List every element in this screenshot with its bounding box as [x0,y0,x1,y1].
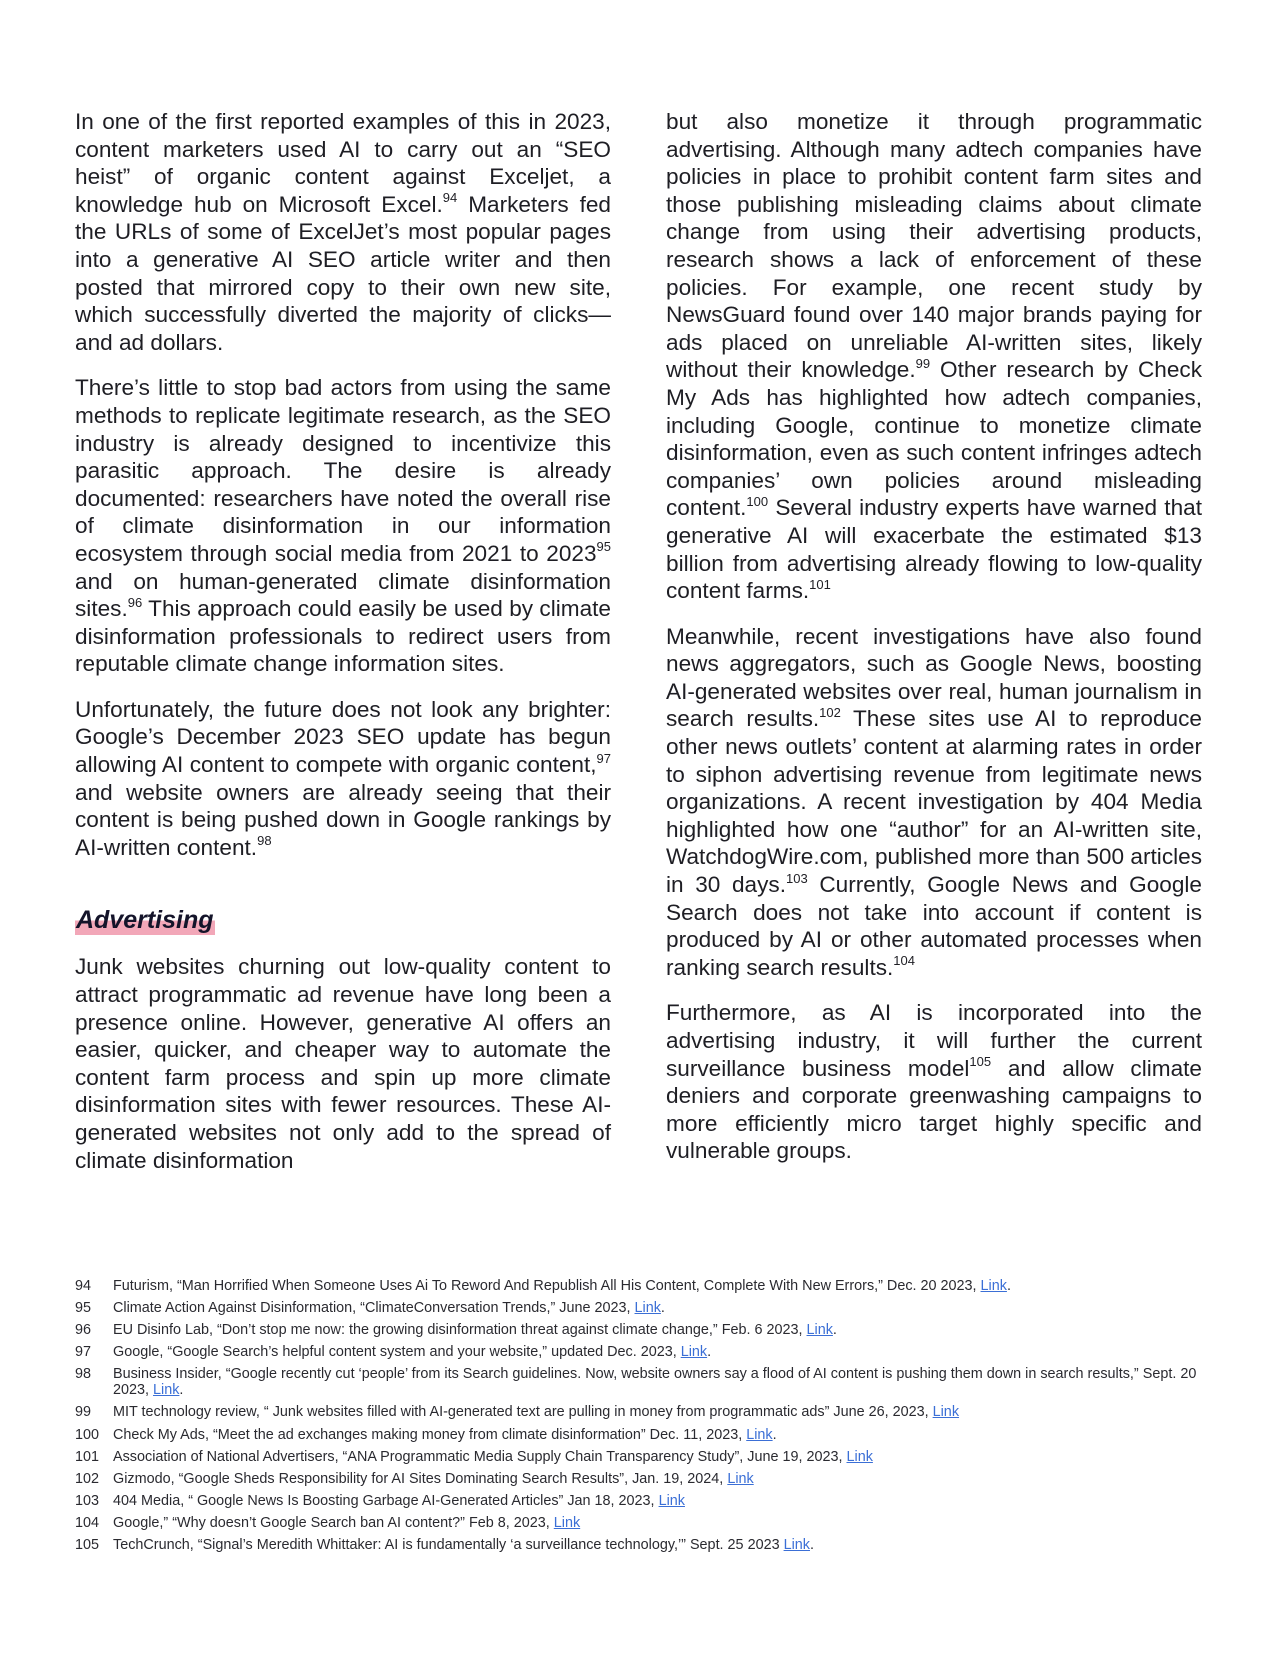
footnote-link[interactable]: Link [553,1514,581,1531]
footnote-text [113,1344,1215,1360]
footnote-link[interactable]: Link [727,1470,754,1487]
footnote-citation: Futurism, “Man Horrified When Someone Uses Ai To Reword And Republish All His Content, Complete With New Errors,” Dec. 20 2023, [113,1278,981,1294]
footnote-item [75,1471,1215,1487]
footnote-citation: Association of National Advertisers, “ANA Programmatic Media Supply Chain Transparency Study”, June 19, 2023, [113,1448,847,1465]
text-span: Furthermore, as AI is incorporated into the advertising industry, it will further the current surveillance business model [666,1000,1202,1081]
footnote-item [75,1344,1215,1360]
text-span: but also monetize it through programmatic advertising. Although many adtech companies have policies in place to prohibit content farm sites and those publishing misleading claims about climate change from using their advertising products, research shows a lack of enforcement of these policies. For example, one recent study by NewsGuard found over 140 major brands paying for ads placed on unreliable AI-written sites, likely without their knowledge. [666,109,1202,383]
footnote-number: 97 [75,1344,92,1361]
text-span: These sites use AI to reproduce other news outlets’ content at alarming rates in order to siphon advertising revenue from legitimate news organizations. A recent investigation by 404 Media highlighted how one “author” for an AI-written site, WatchdogWire.com, published more than 500 articles in 30 days. [666,706,1202,898]
footnote-citation: Google,” “Why doesn’t Google Search ban AI content?” Feb 8, 2023, [113,1514,554,1531]
paragraph-junk-websites: Junk websites churning out low-quality content to attract programmatic ad revenue have long been a presence online. However, generative AI offers an easier, quicker, and cheaper way to automate the content farm process and spin up more climate disinformation sites with fewer resources. These AI-generated websites not only add to the spread of climate disinformation [75,954,611,1173]
footnote-number: 101 [75,1448,100,1465]
footnote-number: 102 [75,1470,100,1487]
footnote-text [113,1404,1215,1420]
section-heading-advertising: Advertising [76,906,214,935]
footnote-citation: MIT technology review, “ Junk websites filled with AI-generated text are pulling in money from programmatic ads” June 26, 2023, [113,1404,933,1421]
footnote-text [113,1471,1215,1487]
left-column [75,108,611,1192]
footnote-ref[interactable]: 105 [969,1054,992,1070]
footnote-link[interactable]: Link [153,1382,180,1399]
text-span: Several industry experts have warned that generative AI will exacerbate the estimated $13 billion from advertising already flowing to low-quality content farms. [666,495,1202,604]
footnote-ref[interactable]: 96 [127,594,143,610]
paragraph-monetize [666,108,1202,605]
footnote-citation: EU Disinfo Lab, “Don’t stop me now: the growing disinformation threat against climate change,” Feb. 6 2023, [113,1322,807,1339]
text-span: and website owners are already seeing that their content is being pushed down in Google rankings by AI-written content. [75,779,611,860]
footnote-tail: . [707,1344,712,1361]
footnote-ref[interactable]: 102 [819,704,841,720]
text-span: Marketers fed the URLs of some of ExcelJet’s most popular pages into a generative AI SEO article writer and then posted that mirrored copy to their own new site, which successfully diverted the majority of clicks—and ad dollars. [75,191,611,355]
footnote-text [113,1366,1215,1398]
text-span: and allow climate deniers and corporate greenwashing campaigns to more efficiently micro target highly specific and vulnerable groups. [666,1055,1202,1164]
footnote-citation: Business Insider, “Google recently cut ‘people’ from its Search guidelines. Now, website owners say a flood of AI content is pushing them down in search results,” Sept. 20 2023, [113,1366,1197,1399]
footnote-link[interactable]: Link [634,1300,661,1317]
footnote-item [75,1427,1215,1443]
footnote-ref[interactable]: 99 [915,355,931,371]
footnote-text [113,1493,1215,1509]
footnote-ref[interactable]: 97 [596,750,611,766]
footnote-number: 98 [75,1366,92,1383]
footnote-item [75,1449,1215,1465]
footnote-text [113,1537,1215,1553]
footnote-link[interactable]: Link [783,1537,810,1554]
text-span: In one of the first reported examples of this in 2023, content marketers used AI to carry out an “SEO heist” of organic content against Exceljet, a knowledge hub on Microsoft Excel. [75,109,611,217]
footnote-ref[interactable]: 104 [893,953,915,969]
footnote-tail: . [772,1426,777,1443]
footnote-tail: . [1006,1278,1011,1294]
footnote-number: 99 [75,1404,92,1421]
footnote-item [75,1493,1215,1509]
footnote-link[interactable]: Link [806,1322,833,1339]
footnote-ref[interactable]: 98 [257,833,272,849]
footnote-number: 94 [75,1278,92,1294]
footnote-text [113,1427,1215,1443]
footnote-link[interactable]: Link [658,1492,685,1509]
footnote-ref[interactable]: 94 [442,190,458,206]
footnote-tail: . [660,1300,665,1317]
footnote-citation: 404 Media, “ Google News Is Boosting Garbage AI-Generated Articles” Jan 18, 2023, [113,1492,659,1509]
footnote-link[interactable]: Link [980,1278,1007,1294]
footnote-link[interactable]: Link [932,1404,960,1421]
footnote-tail: . [832,1322,837,1339]
footnote-item [75,1278,1215,1294]
footnotes-list [75,1278,1215,1559]
footnote-link[interactable]: Link [746,1426,773,1443]
footnote-citation: TechCrunch, “Signal’s Meredith Whittaker: AI is fundamentally ‘a surveillance technology,’” Sept. 25 2023 [113,1537,784,1554]
footnote-ref[interactable]: 95 [596,539,611,555]
footnote-item [75,1404,1215,1420]
footnote-text [113,1322,1215,1338]
footnote-number: 95 [75,1300,92,1317]
footnote-citation: Check My Ads, “Meet the ad exchanges making money from climate disinformation” Dec. 11, 2023, [113,1426,747,1443]
text-span: Meanwhile, recent investigations have also found news aggregators, such as Google News, boosting AI-generated websites over real, human journalism in search results. [666,623,1202,732]
text-span: Other research by Check My Ads has highlighted how adtech companies, including Google, continue to monetize climate disinformation, even as such content infringes adtech companies’ own policies around misleading content. [666,357,1202,521]
footnote-citation: Gizmodo, “Google Sheds Responsibility for AI Sites Dominating Search Results”, Jan. 19, 2024, [113,1470,728,1487]
footnote-number: 104 [75,1514,100,1531]
text-span: There’s little to stop bad actors from using the same methods to replicate legitimate research, as the SEO industry is already designed to incentivize this parasitic approach. The desire is already documented: researchers have noted the overall rise of climate disinformation in our information ecosystem through social media from 2021 to 2023 [75,375,611,566]
text-span: This approach could easily be used by climate disinformation professionals to redirect users from reputable climate change information sites. [75,596,611,677]
text-span: Unfortunately, the future does not look any brighter: Google’s December 2023 SEO update has begun allowing AI content to compete with organic content, [75,696,611,778]
text-span: Currently, Google News and Google Search does not take into account if content is produced by AI or other automated processes when ranking search results. [666,872,1202,980]
text-span: and on human-generated climate disinformation sites. [75,568,611,622]
footnote-link[interactable]: Link [680,1344,708,1361]
paragraph-google-update [75,696,611,862]
footnote-number: 103 [75,1492,100,1509]
footnote-text [113,1515,1215,1531]
footnote-number: 100 [75,1426,100,1443]
footnote-tail: . [809,1537,814,1554]
paragraph-bad-actors [75,374,611,678]
footnote-item [75,1322,1215,1338]
footnote-item [75,1300,1215,1316]
footnote-link[interactable]: Link [846,1448,873,1465]
paragraph-seo-heist [75,108,611,356]
footnote-ref[interactable]: 100 [746,493,769,509]
footnote-citation: Climate Action Against Disinformation, “ClimateConversation Trends,” June 2023, [113,1300,635,1317]
footnote-item [75,1537,1215,1553]
footnote-number: 105 [75,1537,100,1554]
right-column [666,108,1202,1183]
paragraph-surveillance [666,999,1202,1165]
footnote-number: 96 [75,1322,92,1339]
footnote-text [113,1449,1215,1465]
footnote-ref[interactable]: 101 [809,576,831,592]
footnote-tail: . [179,1382,184,1399]
footnote-item [75,1515,1215,1531]
footnote-item [75,1366,1215,1398]
footnote-ref[interactable]: 103 [785,870,808,886]
paragraph-news-aggregators [666,623,1202,982]
footnote-text [113,1300,1215,1316]
footnote-citation: Google, “Google Search’s helpful content system and your website,” updated Dec. 2023, [113,1344,681,1361]
footnote-text [113,1278,1215,1294]
